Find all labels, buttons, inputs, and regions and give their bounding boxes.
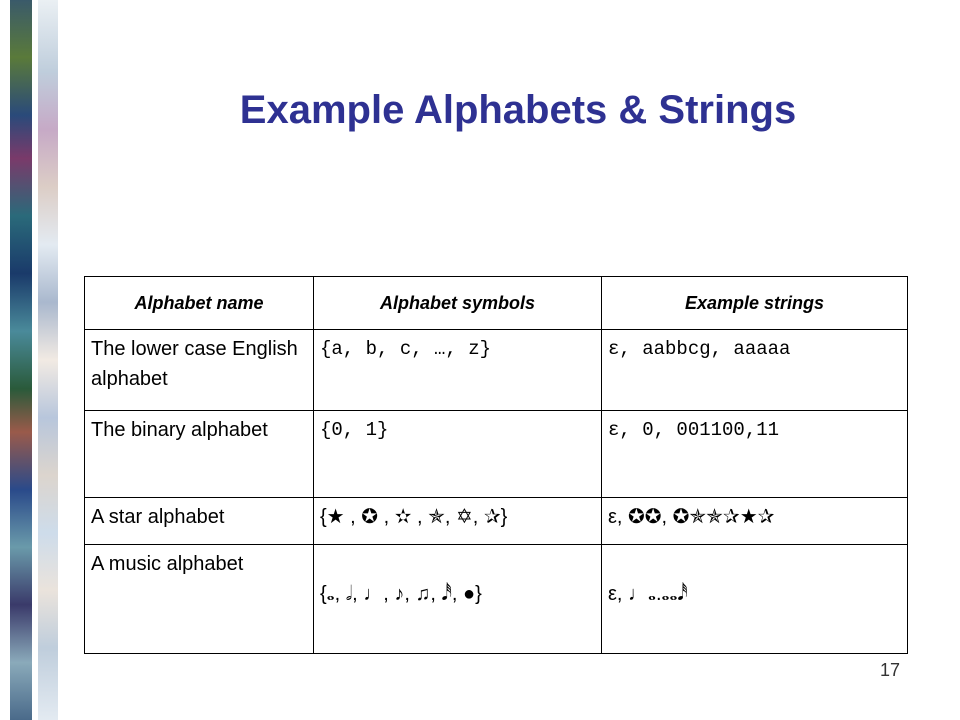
alphabet-symbols-cell (314, 411, 602, 498)
alphabet-name: The binary alphabet (91, 419, 268, 441)
example-strings: ε, ♩𝅝.𝅝𝅝𝅘𝅥𝅰 (608, 583, 688, 605)
page-number: 17 (880, 660, 901, 680)
alphabet-symbols-cell (314, 545, 602, 654)
table-row (85, 498, 908, 545)
alphabet-name: A music alphabet (91, 553, 244, 575)
alphabet-name: A star alphabet (91, 506, 225, 528)
column-header-symbols: Alphabet symbols (314, 277, 602, 330)
column-header-name: Alphabet name (85, 277, 314, 330)
example-strings-cell (602, 411, 908, 498)
alphabet-symbols: {0, 1} (320, 419, 389, 441)
example-strings-cell (602, 330, 908, 411)
alphabet-name: The lower case English alphabet (91, 338, 298, 390)
alphabet-symbols-cell (314, 498, 602, 545)
example-strings: ε, 0, 001100,11 (608, 419, 780, 441)
column-header-examples: Example strings (602, 277, 908, 330)
table-row (85, 545, 908, 654)
example-strings: ε, ✪✪, ✪✯✯✰★✰ (608, 506, 775, 528)
alphabet-name-cell (85, 330, 314, 411)
alphabet-name-cell (85, 411, 314, 498)
table-header-row (85, 277, 908, 330)
alphabet-symbols: {a, b, c, …, z} (320, 338, 492, 360)
example-strings-cell (602, 498, 908, 545)
alphabet-name-cell (85, 545, 314, 654)
alphabet-table (84, 276, 908, 654)
alphabet-symbols: {𝅝, 𝅗𝅥, ♩, ♪, ♫, 𝅘𝅥𝅰, ●} (320, 583, 482, 605)
alphabet-name-cell (85, 498, 314, 545)
table-row (85, 411, 908, 498)
alphabet-symbols: {★ , ✪ , ✫ , ✯, ✡, ✰} (320, 506, 508, 528)
slide-title: Example Alphabets & Strings (239, 88, 797, 132)
alphabet-symbols-cell (314, 330, 602, 411)
example-strings-cell (602, 545, 908, 654)
example-strings: ε, aabbcg, aaaaa (608, 338, 791, 360)
table-row (85, 330, 908, 411)
